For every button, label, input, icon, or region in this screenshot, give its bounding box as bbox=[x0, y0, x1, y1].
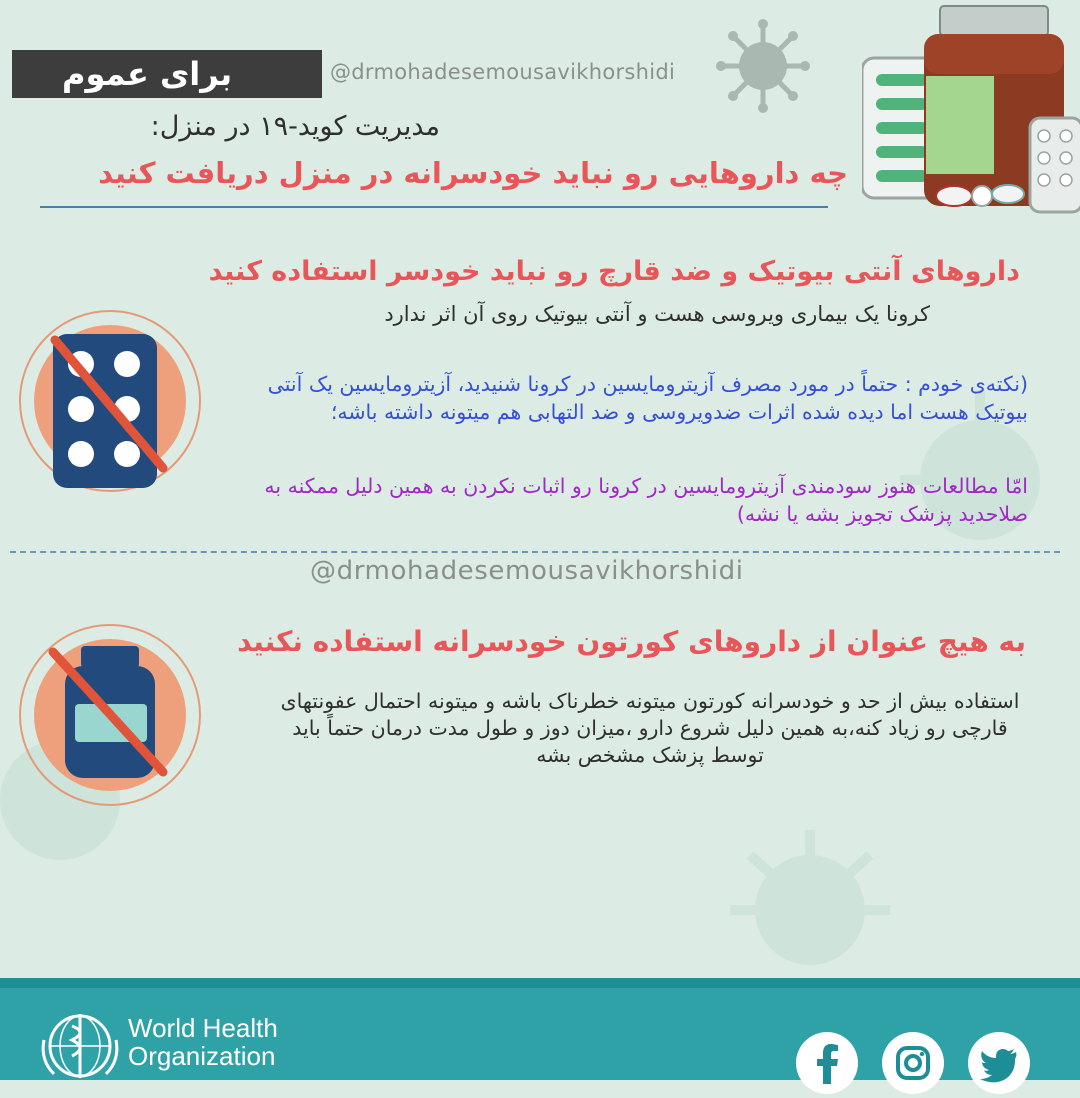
instagram-icon[interactable] bbox=[882, 1032, 944, 1094]
medicine-bottle-illustration bbox=[862, 0, 1080, 214]
section2-heading: به هیچ عنوان از داروهای کورتون خودسرانه استفاده نکنید bbox=[237, 625, 1026, 658]
who-name-line2: Organization bbox=[128, 1041, 276, 1071]
no-corticosteroid-icon bbox=[17, 622, 203, 808]
author-handle-top: @drmohadesemousavikhorshidi bbox=[330, 60, 676, 84]
section1-body: کرونا یک بیماری ویروسی هست و آنتی بیوتیک روی آن اثر ندارد bbox=[384, 302, 930, 326]
title-divider bbox=[40, 206, 828, 208]
section1-heading: داروهای آنتی بیوتیک و ضد قارچ رو نباید خودسر استفاده کنید bbox=[208, 256, 1020, 287]
who-name bbox=[128, 1014, 278, 1070]
title-line1: مدیریت کوید-۱۹ در منزل: bbox=[150, 111, 440, 142]
section1-note: (نکته‌ی خودم : حتماً در مورد مصرف آزیترومایسین در کرونا شنیدید، آزیترومایسین یک آنتی بیوتیک هست اما دیده شده اثرات ضدویروسی و ضد التهابی هم میتونه داشته باشه؛ bbox=[267, 372, 1028, 424]
who-name-line1: World Health bbox=[128, 1013, 278, 1043]
author-handle-middle: @drmohadesemousavikhorshidi bbox=[310, 556, 744, 586]
audience-badge-label: برای عموم bbox=[62, 55, 233, 93]
footer-stripe bbox=[0, 978, 1080, 988]
virus-icon bbox=[715, 18, 811, 114]
title-line2: چه داروهایی رو نباید خودسرانه در منزل دریافت کنید bbox=[98, 156, 848, 190]
section-divider bbox=[10, 551, 1060, 553]
who-emblem-icon bbox=[38, 1010, 122, 1080]
twitter-icon[interactable] bbox=[968, 1032, 1030, 1094]
section2-body: استفاده بیش از حد و خودسرانه کورتون میتونه خطرناک باشه و میتونه احتمال عفونتهای قارچی رو زیاد کنه،به همین دلیل شروع دارو ،میزان دوز و طول مدت درمان حتماً باید توسط پزشک مشخص بشه bbox=[280, 689, 1020, 767]
facebook-icon[interactable] bbox=[796, 1032, 858, 1094]
section1-note-continued: امّا مطالعات هنوز سودمندی آزیترومایسین در کرونا رو اثبات نکردن به همین دلیل ممکنه به صلاحدید پزشک تجویز بشه یا نشه) bbox=[264, 474, 1028, 526]
audience-badge bbox=[12, 50, 322, 98]
no-pills-icon bbox=[17, 308, 203, 494]
virus-background-icon bbox=[700, 820, 920, 980]
